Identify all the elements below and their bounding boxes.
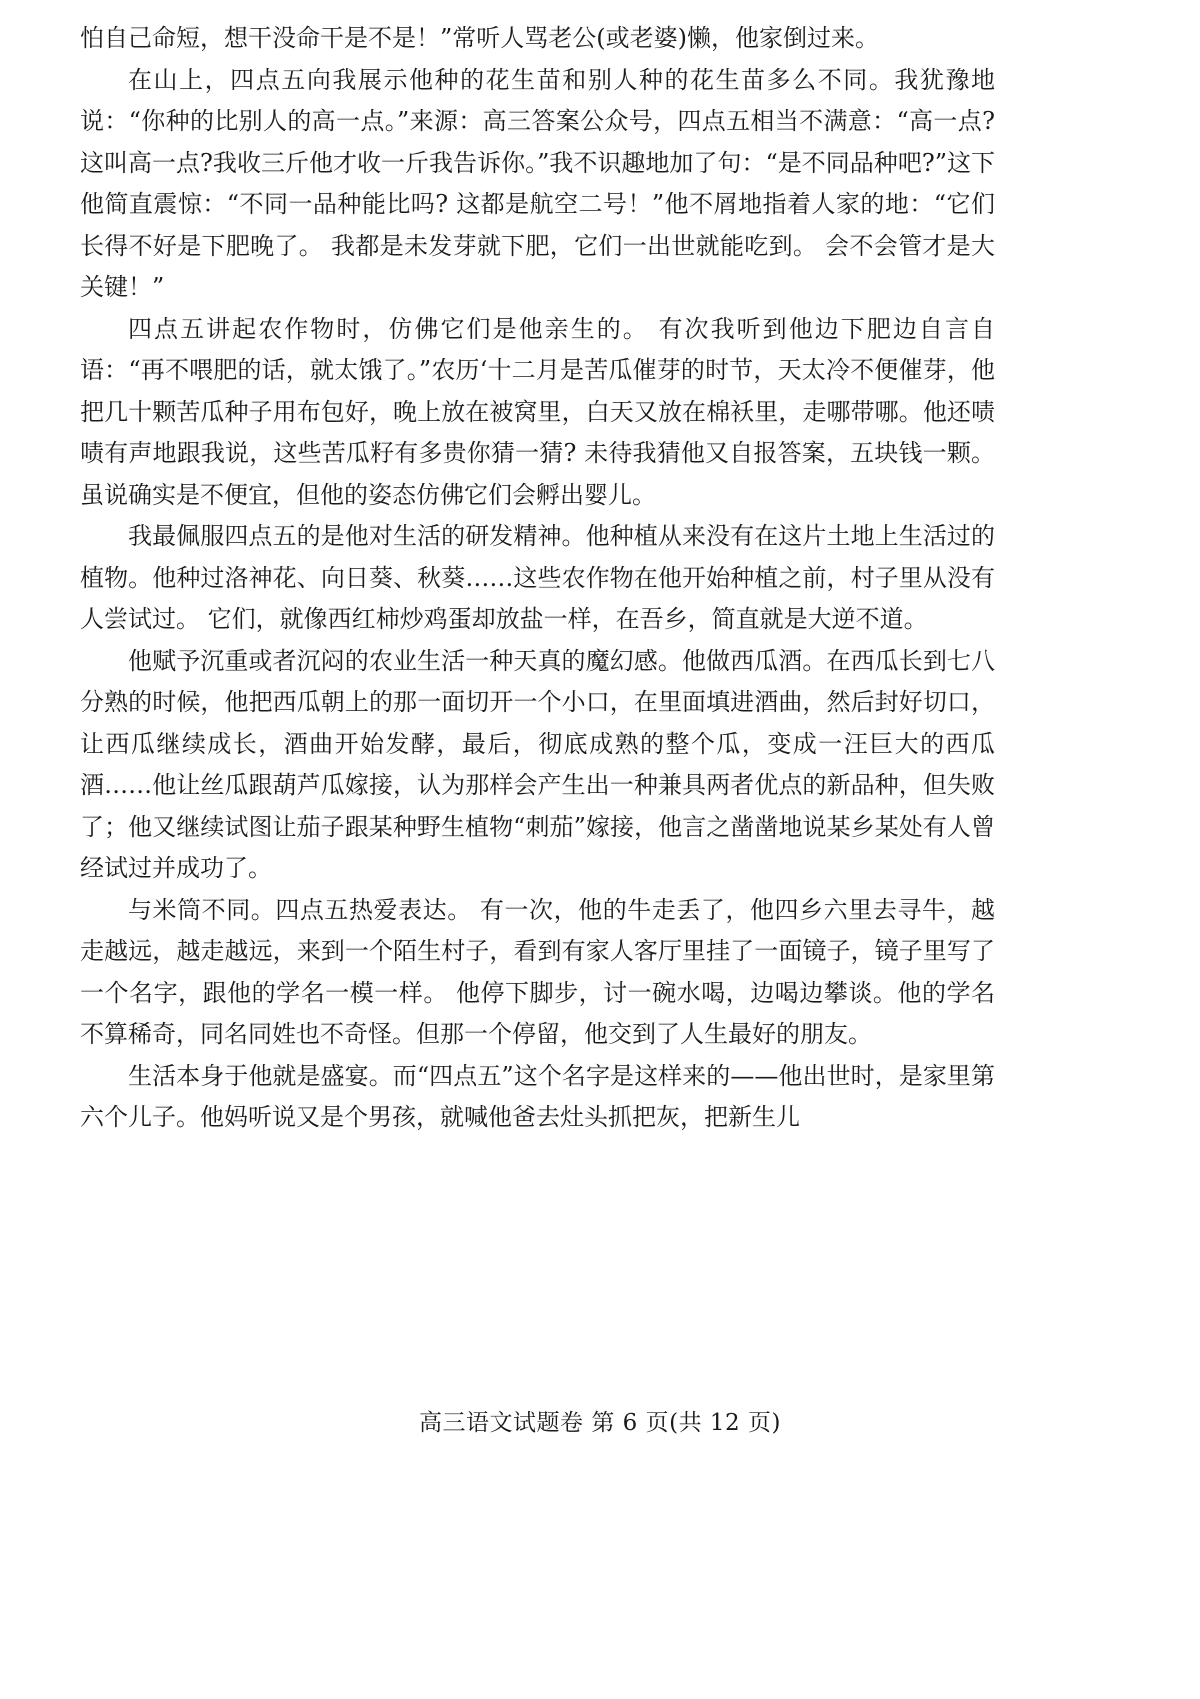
paragraph: 生活本身于他就是盛宴。而“四点五”这个名字是这样来的——他出世时，是家里第六个儿子。他妈听说又是个男孩，就喊他爸去灶头抓把灰，把新生儿 <box>80 1061 995 1131</box>
paragraph: 怕自己命短，想干没命干是不是！”常听人骂老公(或老婆)懒，他家倒过来。 <box>80 24 879 52</box>
paragraph: 与米筒不同。四点五热爱表达。 有一次，他的牛走丢了，他四乡六里去寻牛，越走越远，越走越远，来到一个陌生村子，看到有家人客厅里挂了一面镜子，镜子里写了一个名字，跟他的学名一模一样。 他停下脚步，讨一碗水喝，边喝边攀谈。他的学名不算稀奇，同名同姓也不奇怪。但那一个停留，他交到了人生最好的朋友。 <box>80 895 995 1048</box>
paragraph: 四点五讲起农作物时，仿佛它们是他亲生的。 有次我听到他边下肥边自言自语：“再不喂肥的话，就太饿了。”农历‘十二月是苦瓜催芽的时节，天太冷不便催芽，他把几十颗苦瓜种子用布包好，晚上放在被窝里，白天又放在棉袄里，走哪带哪。他还啧啧有声地跟我说，这些苦瓜籽有多贵你猜一猜? 未待我猜他又自报答案，五块钱一颗。虽说确实是不便宜，但他的姿态仿佛它们会孵出婴儿。 <box>80 314 995 509</box>
document-body <box>80 18 995 1139</box>
paragraph: 我最佩服四点五的是他对生活的研发精神。他种植从来没有在这片土地上生活过的植物。他种过洛神花、向日葵、秋葵……这些农作物在他开始种植之前，村子里从没有人尝试过。 它们，就像西红柿炒鸡蛋却放盐一样，在吾乡，简直就是大逆不道。 <box>80 522 995 633</box>
page-footer: 高三语文试题卷 第 6 页(共 12 页) <box>419 1410 781 1436</box>
paragraph: 他赋予沉重或者沉闷的农业生活一种天真的魔幻感。他做西瓜酒。在西瓜长到七八分熟的时候，他把西瓜朝上的那一面切开一个小口，在里面填进酒曲，然后封好切口，让西瓜继续成长，酒曲开始发酵，最后，彻底成熟的整个瓜，变成一汪巨大的西瓜酒……他让丝瓜跟葫芦瓜嫁接，认为那样会产生出一种兼具两者优点的新品种，但失败了；他又继续试图让茄子跟某种野生植物“刺茄”嫁接，他言之凿凿地说某乡某处有人曾经试过并成功了。 <box>80 646 995 882</box>
paragraph: 在山上，四点五向我展示他种的花生苗和别人种的花生苗多么不同。我犹豫地说：“你种的比别人的高一点。”来源：高三答案公众号，四点五相当不满意：“高一点? 这叫高一点?我收三斤他才收一斤我告诉你。”我不识趣地加了句：“是不同品种吧?”这下他简直震惊：“不同一品种能比吗? 这都是航空二号！”他不屑地指着人家的地：“它们长得不好是下肥晚了。 我都是未发芽就下肥，它们一出世就能吃到。 会不会管才是大关键！” <box>80 65 995 301</box>
